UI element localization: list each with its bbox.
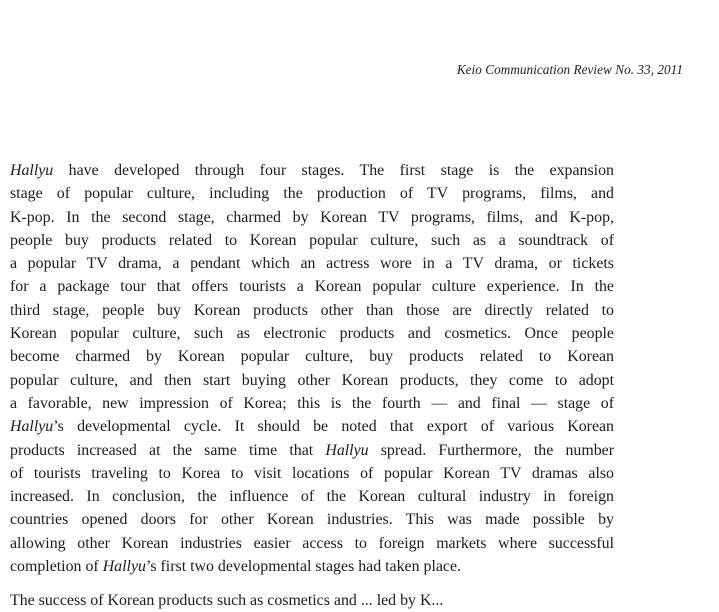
paragraph-line: third stage, people buy Korean products other than those are directly related to (10, 301, 614, 319)
paragraph-line: people buy products related to Korean popular culture, such as a soundtrack of (10, 231, 614, 249)
paragraph-line: Hallyu have developed through four stages. The first stage is the expansion (10, 162, 614, 179)
paragraph-line: a favorable, new impression of Korea; this is the fourth — and final — stage of (10, 394, 614, 412)
paragraph-line: Hallyu’s developmental cycle. It should be noted that export of various Korean (10, 418, 614, 436)
paragraph-line: products increased at the same time that Hallyu spread. Furthermore, the number (10, 441, 614, 459)
emphasis-term: Hallyu (102, 558, 146, 576)
paragraph-line: Korean popular culture, such as electronic products and cosmetics. Once people (10, 325, 614, 343)
paragraph-line: for a package tour that offers tourists a Korean popular culture experience. In the (10, 278, 614, 296)
paragraph-line: of tourists traveling to Korea to visit locations of popular Korean TV dramas also (10, 464, 614, 482)
paragraph-line: popular culture, and then start buying other Korean products, they come to adopt (10, 371, 614, 389)
paragraph-line: a popular TV drama, a pendant which an actress wore in a TV drama, or tickets (10, 255, 614, 273)
cropped-next-line: The success of Korean products such as cosmetics and ... led by K... (10, 592, 444, 609)
emphasis-term: Hallyu (10, 418, 54, 436)
paragraph-line: stage of popular culture, including the production of TV programs, films, and (10, 185, 614, 203)
paragraph-line: countries opened doors for other Korean industries. This was made possible by (10, 511, 614, 529)
paragraph-line: allowing other Korean industries easier access to foreign markets where successful (10, 534, 614, 552)
paragraph-line: become charmed by Korean popular culture, buy products related to Korean (10, 348, 614, 366)
emphasis-term: Hallyu (10, 162, 54, 179)
running-header: Keio Communication Review No. 33, 2011 (456, 62, 683, 77)
emphasis-term: Hallyu (325, 441, 369, 459)
paragraph-line: increased. In conclusion, the influence of the Korean cultural industry in foreign (10, 488, 614, 506)
paragraph-line: completion of Hallyu’s first two developmental stages had taken place. (10, 558, 462, 576)
paragraph-line: K-pop. In the second stage, charmed by Korean TV programs, films, and K-pop, (10, 208, 614, 226)
body-paragraph (10, 159, 614, 578)
